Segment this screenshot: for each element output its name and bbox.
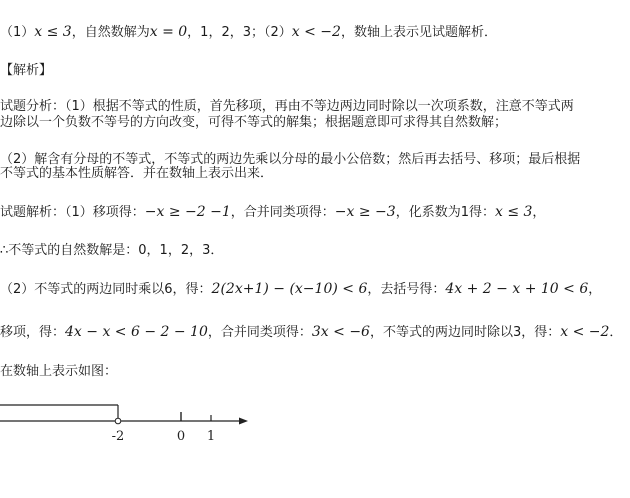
answer-part1-label: （1） <box>0 25 35 40</box>
solution-math: 4x − x < 6 − 2 − 10 <box>65 324 208 340</box>
answer-text-1: ，自然数解为 <box>71 25 150 40</box>
label-zero: 0 <box>176 429 186 444</box>
solution-text: ， <box>532 205 546 220</box>
solution-math: 2(2x+1) − (x−10) < 6 <box>211 281 368 297</box>
solution-text: ，不等式的两边同时除以3，得： <box>369 325 561 340</box>
solution-math: −x ≥ −2 −1 <box>144 204 231 220</box>
answer-solution-2: x < −2 <box>291 24 341 40</box>
solution-math: x < −2 <box>560 324 610 340</box>
solution-line-1 <box>0 204 545 221</box>
solution-text: ，化系数为1得： <box>395 205 495 220</box>
solution-text: 移项，得： <box>0 325 66 340</box>
solution-line-5: 在数轴上表示如图： <box>0 364 118 379</box>
analysis-line-4: 不等式的基本性质解答．并在数轴上表示出来． <box>0 166 274 181</box>
solution-text: ，去括号得： <box>367 282 446 297</box>
answer-line <box>0 24 497 41</box>
axis-arrow-icon <box>239 418 248 425</box>
solution-text: （2）不等式的两边同时乘以6，得： <box>0 282 212 297</box>
solution-line-2: ∴不等式的自然数解是：0，1，2，3． <box>0 243 224 258</box>
open-point <box>115 418 121 424</box>
solution-line-3 <box>0 281 601 298</box>
answer-solution-1: x ≤ 3 <box>34 24 72 40</box>
label-one: 1 <box>206 429 216 444</box>
label-neg2: -2 <box>111 429 125 444</box>
solution-math: 3x < −6 <box>311 324 370 340</box>
number-line <box>0 395 260 450</box>
analysis-line-1: 试题分析：（1）根据不等式的性质，首先移项，再由不等边两边同时除以一次项系数，注意不等式两 <box>0 99 574 114</box>
solution-line-4 <box>0 324 622 341</box>
solution-text: ，合并同类项得： <box>230 205 335 220</box>
solution-math: x ≤ 3 <box>494 204 533 220</box>
solution-text: 试题解析：（1）移项得： <box>0 205 145 220</box>
solution-math: −x ≥ −3 <box>334 204 396 220</box>
solution-text: ． <box>609 325 623 340</box>
analysis-line-2: 边除以一个负数不等号的方向改变，可得不等式的解集；根据题意即可求得其自然数解； <box>0 115 508 130</box>
answer-text-2: ，1，2，3；（2） <box>187 25 292 40</box>
answer-text-3: ，数轴上表示见试题解析． <box>340 25 497 40</box>
solution-text: ，合并同类项得： <box>207 325 312 340</box>
solution-math: 4x + 2 − x + 10 < 6 <box>445 281 589 297</box>
analysis-line-3: （2）解含有分母的不等式，不等式的两边先乘以分母的最小公倍数；然后再去括号、移项；最后根据 <box>0 152 581 167</box>
solution-text: ， <box>588 282 602 297</box>
answer-natural-solution: x = 0 <box>149 24 188 40</box>
analysis-heading: 【解析】 <box>0 63 53 78</box>
